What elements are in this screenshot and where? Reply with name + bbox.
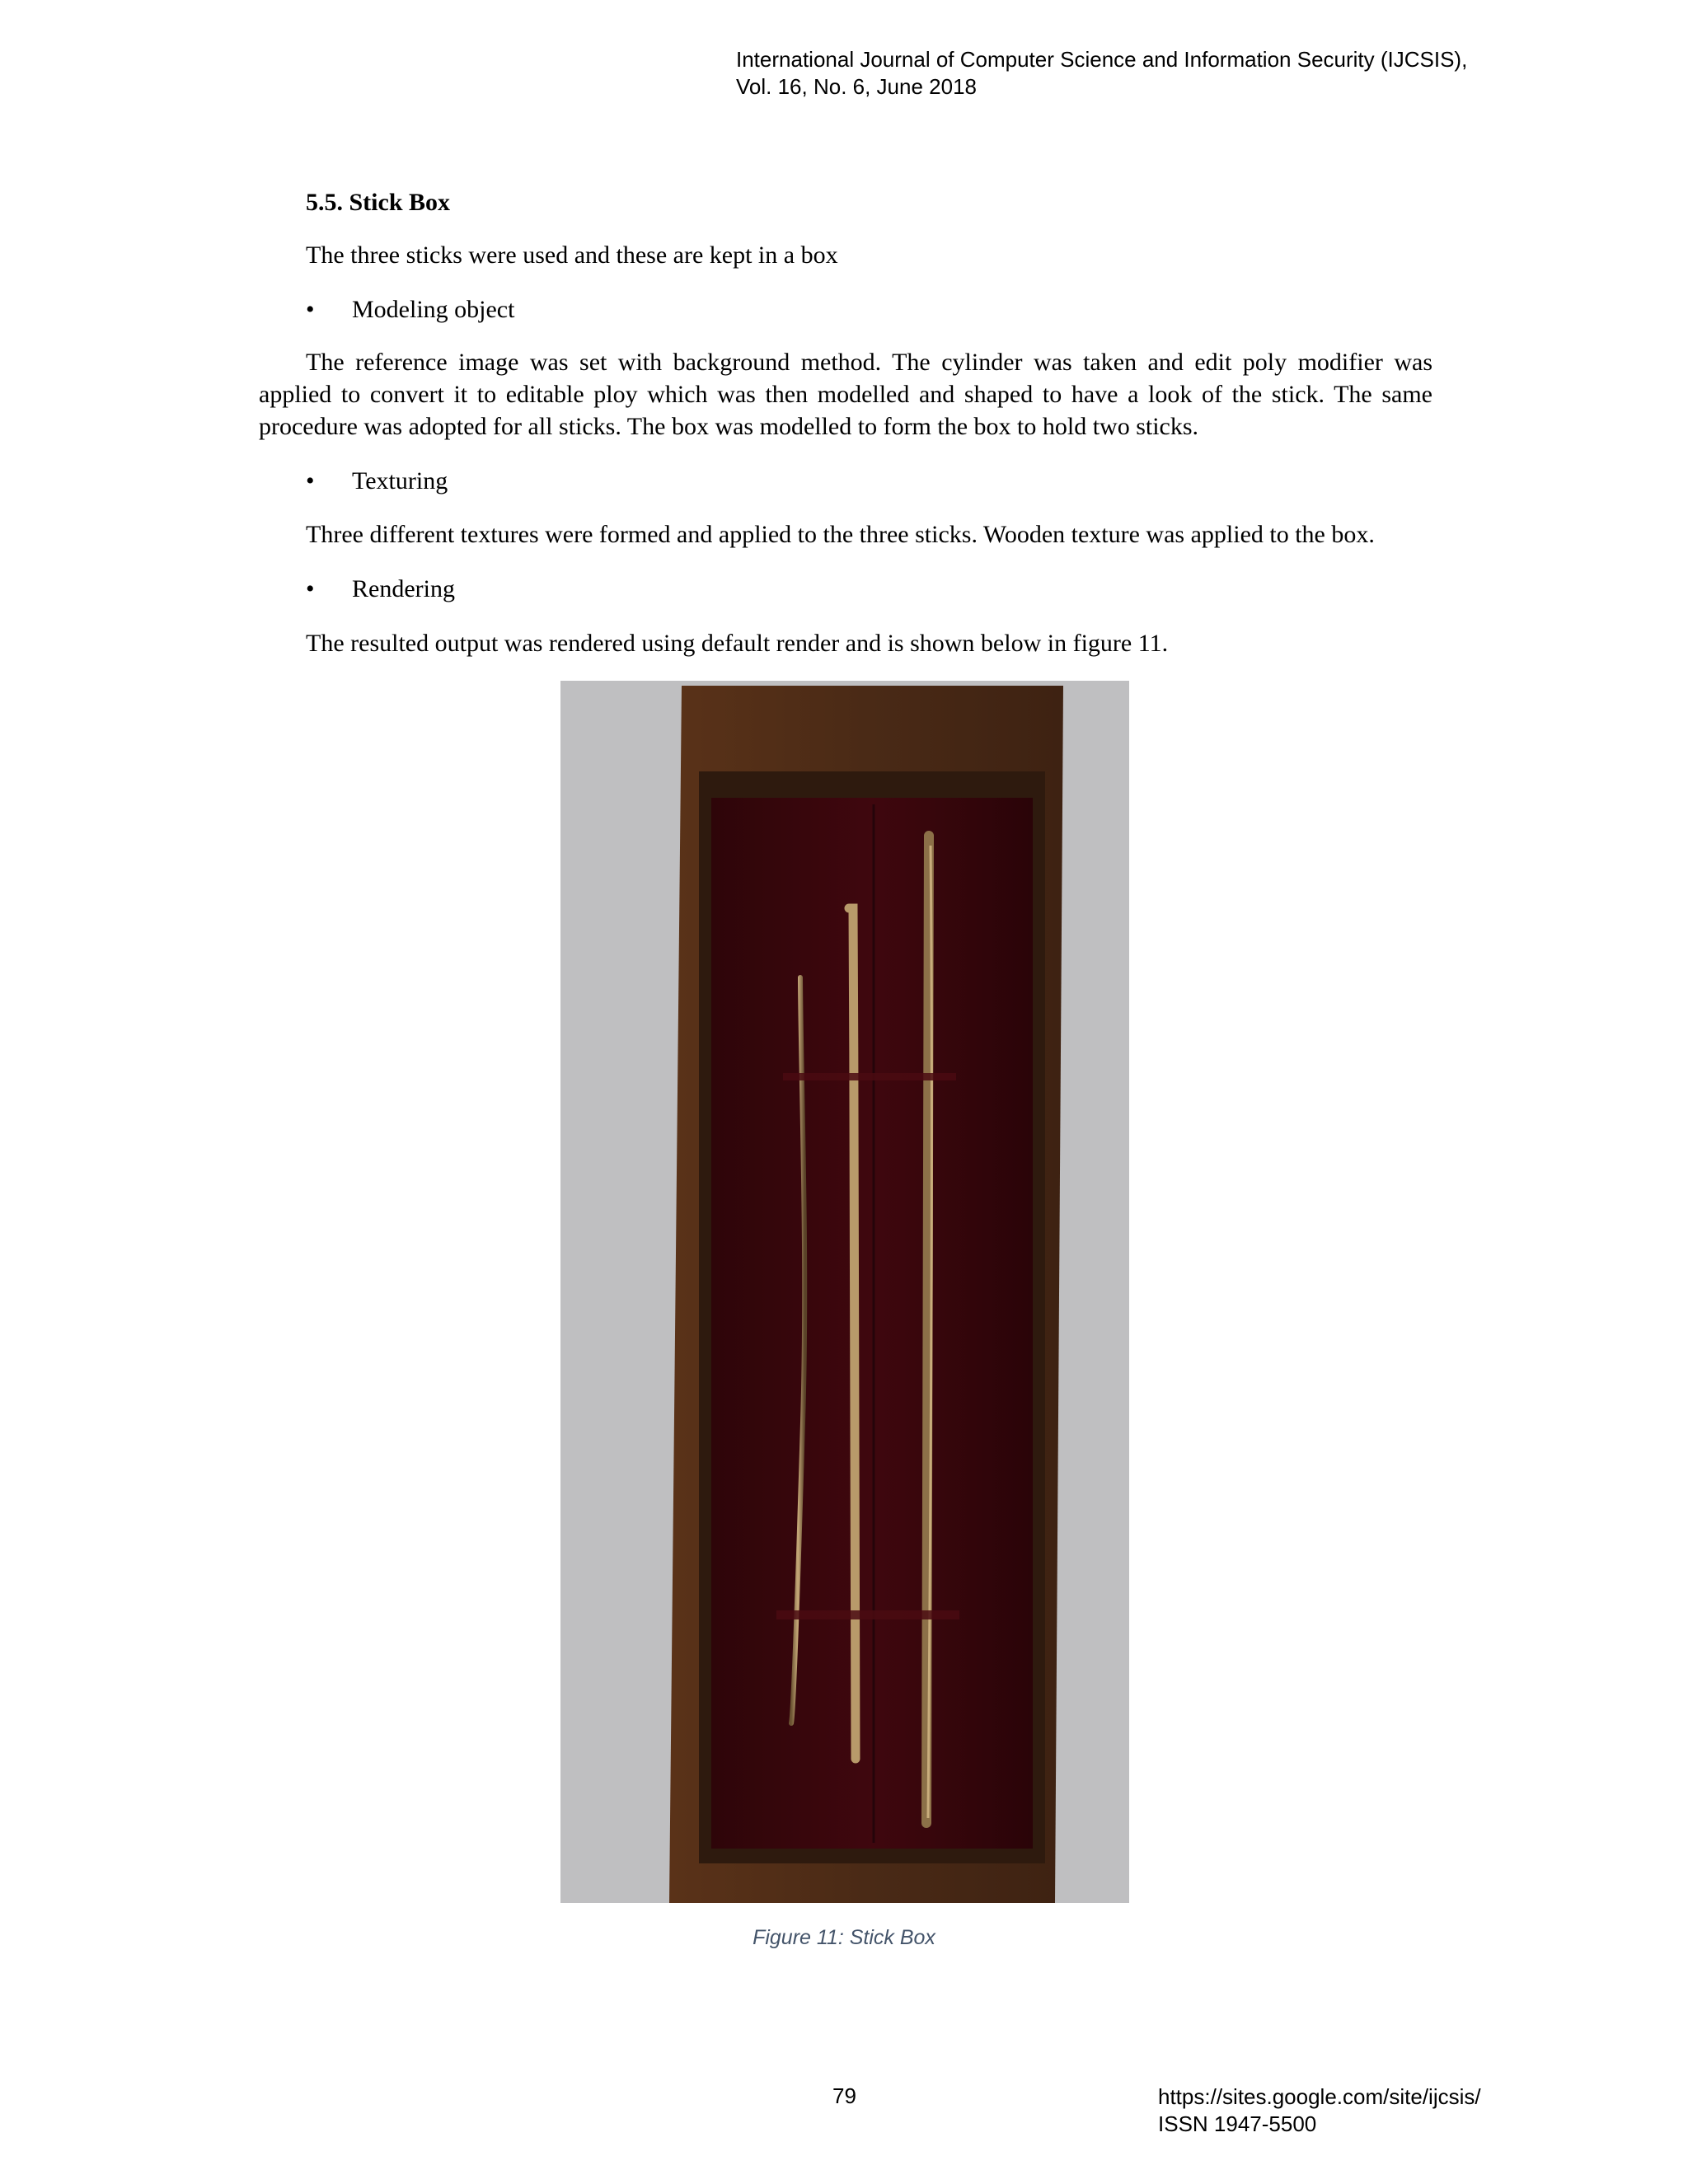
stick-box-image (560, 681, 1129, 1903)
intro-text: The three sticks were used and these are kept in a box (306, 241, 838, 269)
bullet-label: Texturing (352, 467, 448, 494)
footer-url: https://sites.google.com/site/ijcsis/ (1158, 2084, 1481, 2109)
stick-box-figure (560, 681, 1129, 1903)
holder-top (783, 1073, 956, 1080)
footer-info (1158, 2083, 1481, 2138)
section-heading: 5.5. Stick Box (306, 189, 451, 216)
texturing-text: Three different textures were formed and applied to the three sticks. Wooden texture was applied to the box. (306, 521, 1375, 548)
bullet-dot-icon: • (306, 296, 315, 323)
journal-header (736, 46, 1467, 101)
bullet-dot-icon: • (306, 575, 315, 602)
bullet-label: Modeling object (352, 296, 515, 323)
rendering-text: The resulted output was rendered using default render and is shown below in figure 11. (306, 630, 1169, 657)
page-number: 79 (832, 2083, 856, 2108)
header-line-1: International Journal of Computer Science and Information Security (IJCSIS), (736, 47, 1468, 72)
footer-issn: ISSN 1947-5500 (1158, 2111, 1317, 2136)
figure-caption: Figure 11: Stick Box (753, 1926, 935, 1949)
header-line-2: Vol. 16, No. 6, June 2018 (736, 74, 977, 99)
holder-bottom (776, 1610, 959, 1619)
bullet-dot-icon: • (306, 467, 315, 494)
modeling-paragraph: The reference image was set with background method. The cylinder was taken and edit poly modifier was applied to convert it to editable ploy which was then modelled and shaped to have a look of the stick. The same procedure was adopted for all sticks. The box was modelled to form the box to hold two sticks. (259, 349, 1432, 440)
felt-lining (711, 798, 1033, 1849)
bullet-label: Rendering (352, 575, 455, 602)
